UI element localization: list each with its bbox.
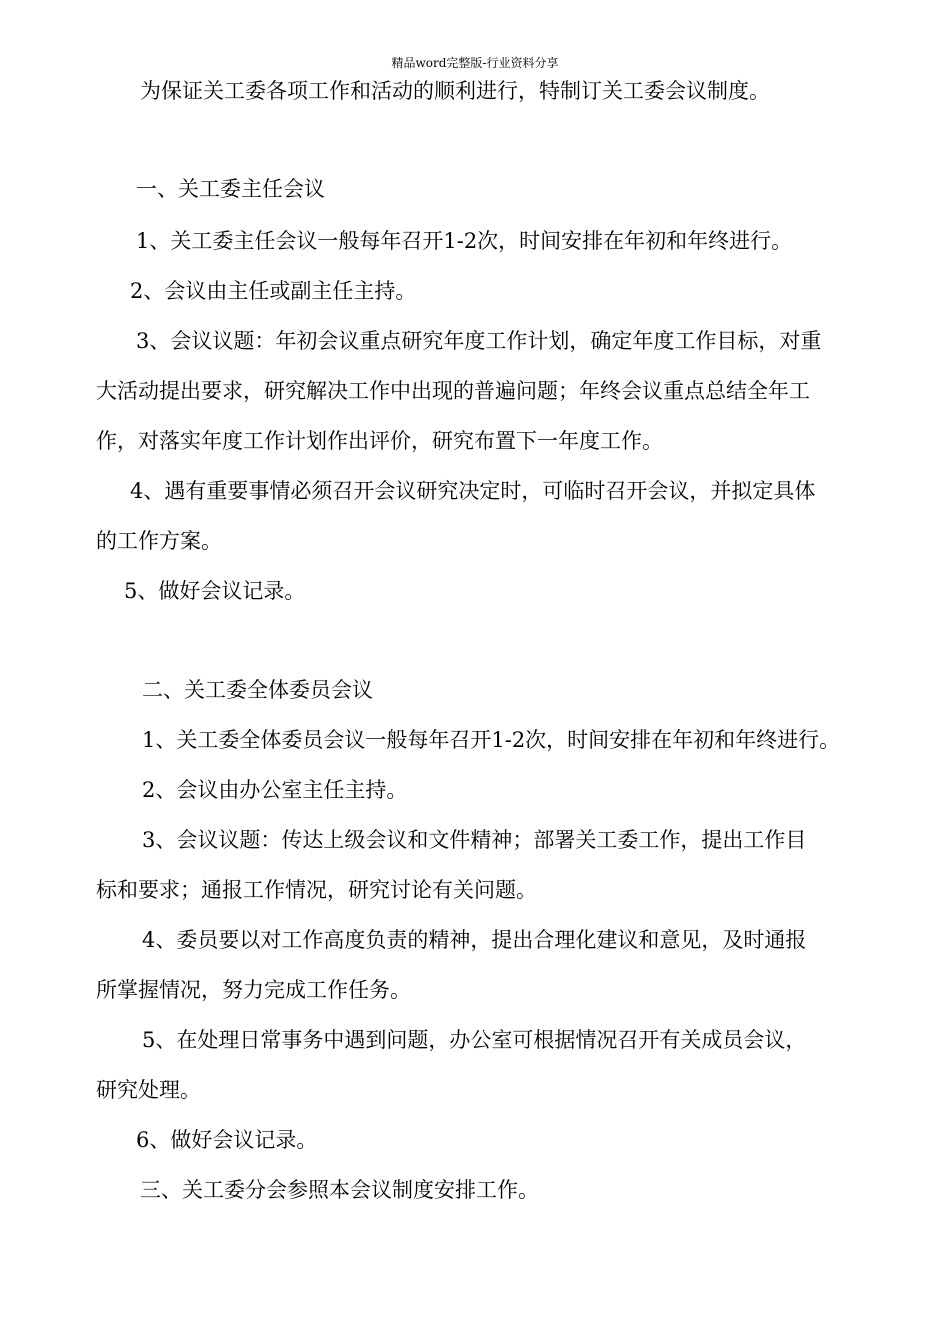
section-1-item-3-line-2: 大活动提出要求，研究解决工作中出现的普遍问题；年终会议重点总结全年工 bbox=[96, 379, 810, 403]
section-2-item-5-line-2: 研究处理。 bbox=[96, 1078, 201, 1102]
intro-paragraph: 为保证关工委各项工作和活动的顺利进行，特制订关工委会议制度。 bbox=[140, 79, 770, 103]
section-1-item-5: 5、做好会议记录。 bbox=[124, 579, 306, 603]
section-1-item-4-line-1: 4、遇有重要事情必须召开会议研究决定时，可临时召开会议，并拟定具体 bbox=[130, 479, 816, 503]
section-2-item-4-line-2: 所掌握情况，努力完成工作任务。 bbox=[96, 978, 411, 1002]
section-1-heading: 一、关工委主任会议 bbox=[136, 177, 325, 201]
section-2-item-5-line-1: 5、在处理日常事务中遇到问题，办公室可根据情况召开有关成员会议， bbox=[142, 1028, 807, 1052]
section-1-item-4-line-2: 的工作方案。 bbox=[96, 529, 222, 553]
section-1-item-3-line-1: 3、会议议题：年初会议重点研究年度工作计划，确定年度工作目标，对重 bbox=[136, 329, 822, 353]
section-2-item-4-line-1: 4、委员要以对工作高度负责的精神，提出合理化建议和意见，及时通报 bbox=[142, 928, 807, 952]
section-2-heading: 二、关工委全体委员会议 bbox=[142, 678, 373, 702]
section-2-item-6: 6、做好会议记录。 bbox=[136, 1128, 318, 1152]
section-3-heading: 三、关工委分会参照本会议制度安排工作。 bbox=[140, 1178, 539, 1202]
section-2-item-1: 1、关工委全体委员会议一般每年召开1-2次，时间安排在年初和年终进行。 bbox=[142, 728, 841, 752]
section-2-item-3-line-1: 3、会议议题：传达上级会议和文件精神；部署关工委工作，提出工作目 bbox=[142, 828, 807, 852]
section-1-item-1: 1、关工委主任会议一般每年召开1-2次，时间安排在年初和年终进行。 bbox=[136, 229, 793, 253]
section-1-item-2: 2、会议由主任或副主任主持。 bbox=[130, 279, 417, 303]
section-2-item-3-line-2: 标和要求；通报工作情况，研究讨论有关问题。 bbox=[96, 878, 537, 902]
page-header: 精品word完整版-行业资料分享 bbox=[391, 56, 559, 70]
section-2-item-2: 2、会议由办公室主任主持。 bbox=[142, 778, 408, 802]
section-1-item-3-line-3: 作，对落实年度工作计划作出评价，研究布置下一年度工作。 bbox=[96, 429, 663, 453]
